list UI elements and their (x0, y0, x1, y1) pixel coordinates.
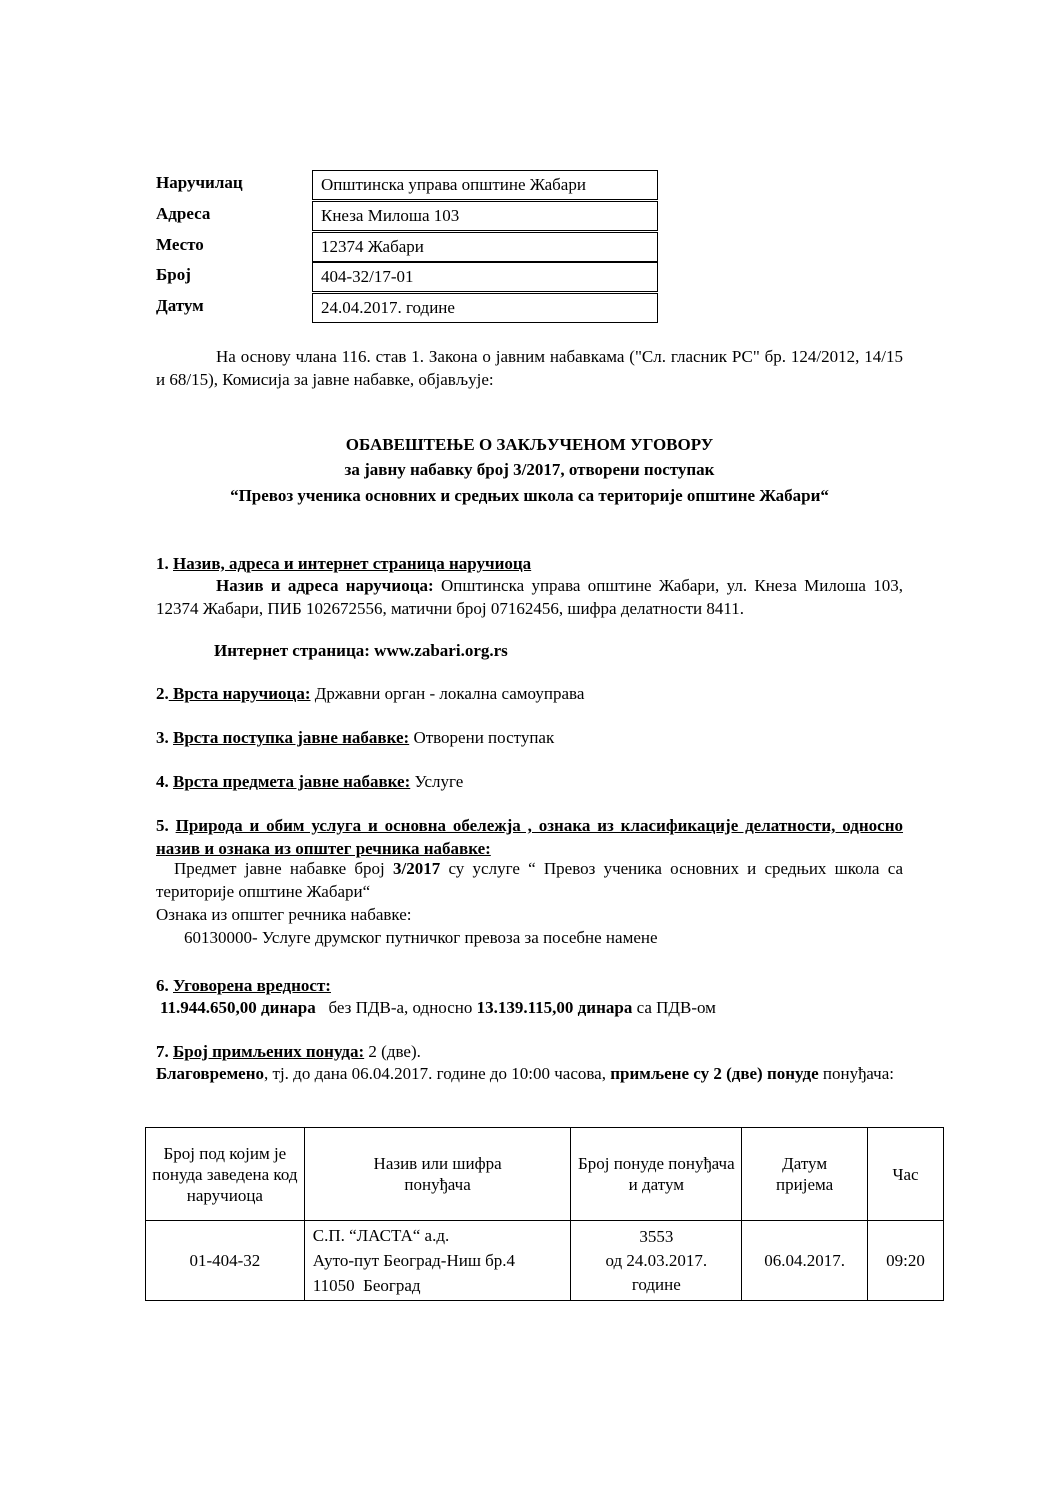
intro-paragraph: На основу члана 116. став 1. Закона о јавним набавкама ("Сл. гласник РС" бр. 124/2012, 14/15 и 68/15), Комисија за јавне набавке, објављује: (156, 347, 903, 389)
notice-subject: “Превоз ученика основних и средњих школа са територије општине Жабари“ (230, 486, 829, 505)
section-1-name: Назив и адреса наручиоца: Општинска управа општине Жабари, ул. Кнеза Милоша 103, 12374 Жабари, ПИБ 102672556, матични број 07162456, шифра делатности 8411. (156, 576, 904, 618)
header-value-date: 24.04.2017. године (312, 293, 658, 323)
table-cell-bidder: С.П. “ЛАСТА“ а.д. Ауто-пут Београд-Ниш бр.4 11050 Београд (304, 1221, 571, 1301)
table-header-cell: Датум пријема (742, 1128, 868, 1221)
table-row (146, 1221, 944, 1301)
table-cell-date: 06.04.2017. (742, 1221, 868, 1301)
section-5-heading: 5. Природа и обим услуга и основна обележја , ознака из класификације делатности, односно назив и ознака из општег речника набавке: (156, 816, 904, 858)
header-label-place: Место (156, 235, 204, 254)
header-value-orderer: Општинска управа општине Жабари (312, 170, 658, 200)
table-cell-time: 09:20 (868, 1221, 944, 1301)
header-value-number: 404-32/17-01 (312, 262, 658, 292)
section-4: 4. Врста предмета јавне набавке: Услуге (156, 772, 464, 791)
section-6-value: 11.944.650,00 динара без ПДВ-а, односно 13.139.115,00 динара са ПДВ-ом (160, 998, 716, 1017)
notice-subtitle: за јавну набавку број 3/2017, отворени поступак (344, 460, 715, 479)
table-cell-offer: 3553 од 24.03.2017. године (571, 1221, 742, 1301)
section-5-cpv: 60130000- Услуге друмског путничког превоза за посебне намене (184, 928, 658, 947)
header-label-address: Адреса (156, 204, 211, 223)
section-7-text: Благовремено, тј. до дана 06.04.2017. године до 10:00 часова, примљене су 2 (две) понуде понуђача: (156, 1064, 894, 1083)
header-label-number: Број (156, 265, 191, 284)
table-header-row (146, 1128, 944, 1221)
section-1-heading: 1. Назив, адреса и интернет страница наручиоца (156, 554, 532, 573)
bids-table (145, 1127, 944, 1301)
section-5-cpv-label: Ознака из општег речника набавке: (156, 905, 412, 924)
section-5-text: Предмет јавне набавке број 3/2017 су услуге “ Превоз ученика основних и средњих школа са територије општине Жабари“ (156, 859, 903, 901)
notice-title: ОБАВЕШТЕЊЕ О ЗАКЉУЧЕНОМ УГОВОРУ (345, 435, 714, 454)
section-7-heading: 7. Број примљених понуда: 2 (две). (156, 1042, 421, 1061)
header-label-date: Датум (156, 296, 204, 315)
section-3: 3. Врста поступка јавне набавке: Отворени поступак (156, 728, 555, 747)
table-cell-reg: 01-404-32 (146, 1221, 305, 1301)
table-header-cell: Број под којим је понуда заведена код наручиоца (146, 1128, 305, 1221)
table-header-cell: Час (868, 1128, 944, 1221)
section-6-heading: 6. Уговорена вредност: (156, 976, 331, 995)
table-header-cell: Назив или шифра понуђача (304, 1128, 571, 1221)
header-value-place: 12374 Жабари (312, 232, 658, 262)
table-header-cell: Број понуде понуђача и датум (571, 1128, 742, 1221)
header-label-orderer: Наручилац (156, 173, 243, 192)
section-2: 2. Врста наручиоца: Државни орган - локална самоуправа (156, 684, 585, 703)
section-1-website: Интернет страница: www.zabari.org.rs (214, 641, 508, 660)
header-value-address: Кнеза Милоша 103 (312, 201, 658, 231)
